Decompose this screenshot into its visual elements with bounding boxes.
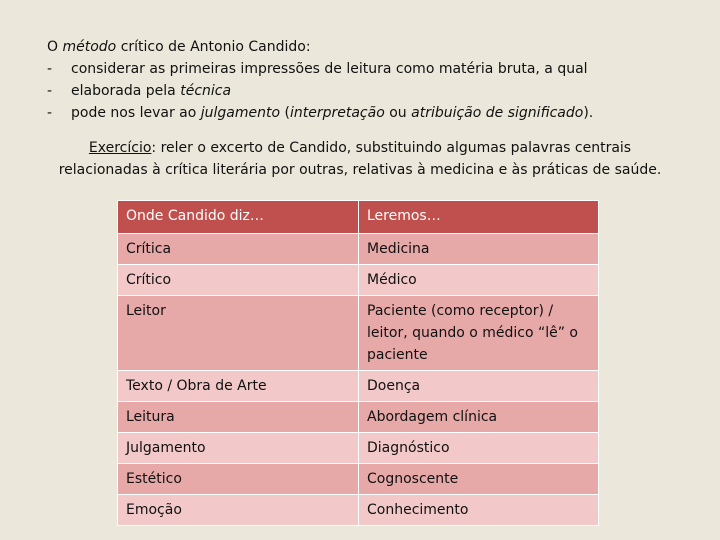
intro-text: considerar as primeiras impressões de leitura como matéria bruta, a qual — [71, 61, 588, 77]
exercise-label: Exercício — [88, 140, 152, 156]
intro-text: crítico de Antonio Candido: — [116, 39, 311, 55]
exercise-line — [30, 159, 690, 181]
exercise-text: : reler o excerto de Candido, substituindo algumas palavras centrais — [151, 140, 632, 156]
original-term-cell: Crítica — [118, 234, 359, 265]
intro-text: ou — [384, 105, 412, 121]
original-term-cell: Julgamento — [118, 433, 359, 464]
original-term-cell: Estético — [118, 464, 359, 495]
table-row — [118, 495, 599, 526]
intro-emphasis: método — [62, 39, 117, 55]
original-term-cell: Emoção — [118, 495, 359, 526]
intro-text: pode nos levar ao — [71, 105, 201, 121]
new-term-cell: Abordagem clínica — [359, 402, 599, 433]
intro-text: ( — [280, 105, 290, 121]
intro-bullet — [47, 80, 687, 102]
new-term-cell: Cognoscente — [359, 464, 599, 495]
table-row — [118, 296, 599, 371]
intro-emphasis: técnica — [180, 83, 232, 99]
original-term-cell: Texto / Obra de Arte — [118, 371, 359, 402]
table-row — [118, 433, 599, 464]
exercise-block — [30, 137, 690, 181]
exercise-line — [30, 137, 690, 159]
intro-emphasis: julgamento — [200, 105, 281, 121]
new-term-cell: Diagnóstico — [359, 433, 599, 464]
bullet-dash: - — [47, 105, 53, 121]
intro-text: ). — [583, 105, 594, 121]
intro-emphasis: atribuição de significado — [411, 105, 584, 121]
table-row — [118, 464, 599, 495]
table-row — [118, 402, 599, 433]
new-term-cell: Medicina — [359, 234, 599, 265]
table-row — [118, 371, 599, 402]
original-term-cell: Leitor — [118, 296, 359, 371]
bullet-dash: - — [47, 61, 53, 77]
table-row — [118, 265, 599, 296]
original-term-cell: Crítico — [118, 265, 359, 296]
table-row — [118, 234, 599, 265]
new-term-cell: Médico — [359, 265, 599, 296]
intro-bullet — [47, 58, 687, 80]
intro-text: elaborada pela — [71, 83, 181, 99]
new-term-cell: Conhecimento — [359, 495, 599, 526]
intro-heading — [47, 36, 687, 58]
table-header-row — [118, 201, 599, 234]
new-term-cell: Doença — [359, 371, 599, 402]
new-term-cell: Paciente (como receptor) / leitor, quando o médico “lê” o paciente — [359, 296, 599, 371]
intro-block — [47, 36, 687, 124]
bullet-dash: - — [47, 83, 53, 99]
exercise-text: relacionadas à crítica literária por outras, relativas à medicina e às práticas de saúde. — [58, 162, 662, 178]
header-new-term: Leremos… — [359, 201, 599, 234]
intro-bullet — [47, 102, 687, 124]
intro-emphasis: interpretação — [289, 105, 385, 121]
intro-text: O — [47, 39, 63, 55]
header-original-term: Onde Candido diz… — [118, 201, 359, 234]
original-term-cell: Leitura — [118, 402, 359, 433]
term-mapping-table — [117, 200, 599, 526]
